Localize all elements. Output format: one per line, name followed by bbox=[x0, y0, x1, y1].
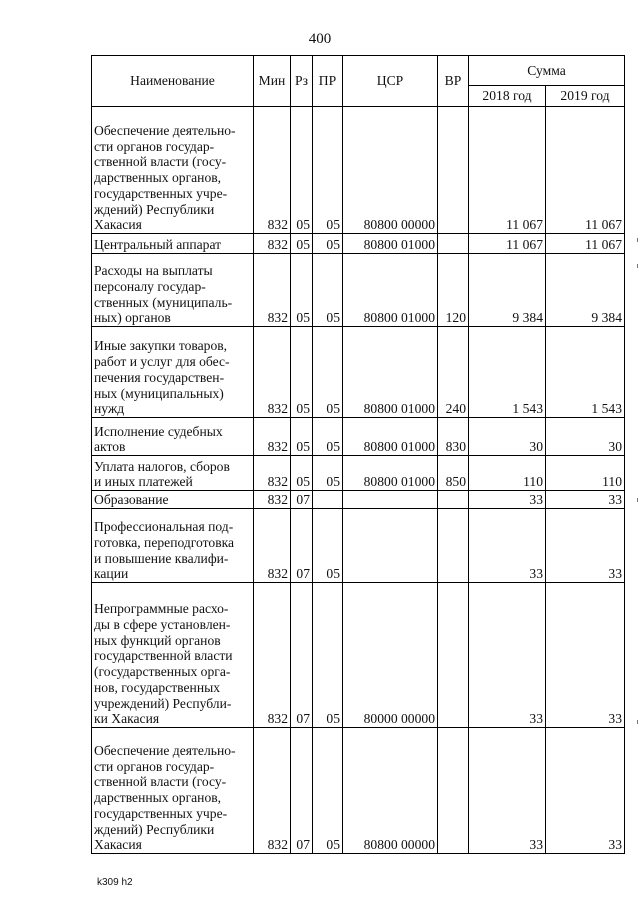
row-sum-2018: 11 067 bbox=[469, 234, 546, 254]
row-pr: 05 bbox=[313, 583, 343, 728]
row-sum-2018: 9 384 bbox=[469, 254, 546, 327]
row-pr: 05 bbox=[313, 254, 343, 327]
header-year-2019: 2019 год bbox=[546, 86, 625, 107]
row-min: 832 bbox=[254, 254, 291, 327]
row-sum-2019: 1 543 bbox=[546, 327, 625, 418]
row-min: 832 bbox=[254, 583, 291, 728]
table-row bbox=[92, 456, 625, 491]
table-row bbox=[92, 107, 625, 234]
row-vr bbox=[438, 509, 469, 583]
row-min: 832 bbox=[254, 234, 291, 254]
row-rz: 05 bbox=[291, 456, 313, 491]
row-vr bbox=[438, 234, 469, 254]
table-row bbox=[92, 491, 625, 509]
table-row bbox=[92, 327, 625, 418]
row-rz: 05 bbox=[291, 418, 313, 456]
row-pr bbox=[313, 491, 343, 509]
row-sum-2018: 110 bbox=[469, 456, 546, 491]
header-pr: ПР bbox=[313, 56, 343, 107]
scan-edge-mark bbox=[637, 238, 638, 242]
row-rz: 07 bbox=[291, 583, 313, 728]
header-min: Мин bbox=[254, 56, 291, 107]
row-vr bbox=[438, 491, 469, 509]
row-sum-2019: 33 bbox=[546, 491, 625, 509]
row-sum-2019: 9 384 bbox=[546, 254, 625, 327]
row-sum-2018: 11 067 bbox=[469, 107, 546, 234]
row-min: 832 bbox=[254, 728, 291, 854]
row-min: 832 bbox=[254, 107, 291, 234]
row-csr bbox=[343, 491, 438, 509]
row-sum-2018: 1 543 bbox=[469, 327, 546, 418]
scan-edge-mark bbox=[637, 264, 638, 268]
row-pr: 05 bbox=[313, 327, 343, 418]
row-sum-2019: 33 bbox=[546, 583, 625, 728]
scan-edge-mark bbox=[637, 498, 638, 502]
page-number: 400 bbox=[308, 31, 332, 47]
header-sum: Сумма bbox=[469, 56, 625, 86]
row-name: Обеспечение деятельно- сти органов государ- ственной власти (госу- дарственных органов, государственных учре- ждений) Республики Хакасия bbox=[92, 107, 254, 234]
row-vr bbox=[438, 728, 469, 854]
row-vr: 830 bbox=[438, 418, 469, 456]
row-rz: 05 bbox=[291, 327, 313, 418]
row-name: Уплата налогов, сборов и иных платежей bbox=[92, 456, 254, 491]
row-pr: 05 bbox=[313, 107, 343, 234]
row-csr: 80800 01000 bbox=[343, 254, 438, 327]
row-name: Центральный аппарат bbox=[92, 234, 254, 254]
row-name: Иные закупки товаров, работ и услуг для обес- печения государствен- ных (муниципальных) нужд bbox=[92, 327, 254, 418]
header-rz: Рз bbox=[291, 56, 313, 107]
row-rz: 05 bbox=[291, 254, 313, 327]
row-name: Непрограммные расхо- ды в сфере установлен- ных функций органов государственной власти (государственных орга- нов, государственных учреждений) Республи- ки Хакасия bbox=[92, 583, 254, 728]
row-sum-2018: 33 bbox=[469, 491, 546, 509]
row-csr: 80800 01000 bbox=[343, 327, 438, 418]
row-min: 832 bbox=[254, 509, 291, 583]
header-vr: ВР bbox=[438, 56, 469, 107]
row-sum-2019: 11 067 bbox=[546, 234, 625, 254]
row-name: Образование bbox=[92, 491, 254, 509]
row-csr: 80800 01000 bbox=[343, 234, 438, 254]
row-min: 832 bbox=[254, 327, 291, 418]
row-pr: 05 bbox=[313, 456, 343, 491]
row-min: 832 bbox=[254, 418, 291, 456]
row-vr: 120 bbox=[438, 254, 469, 327]
table-row bbox=[92, 728, 625, 854]
row-sum-2018: 33 bbox=[469, 509, 546, 583]
row-vr bbox=[438, 107, 469, 234]
row-name: Профессиональная под- готовка, переподготовка и повышение квалифи- кации bbox=[92, 509, 254, 583]
row-csr: 80800 00000 bbox=[343, 728, 438, 854]
row-vr: 850 bbox=[438, 456, 469, 491]
row-sum-2019: 33 bbox=[546, 728, 625, 854]
row-csr: 80800 01000 bbox=[343, 418, 438, 456]
row-min: 832 bbox=[254, 491, 291, 509]
row-sum-2018: 33 bbox=[469, 728, 546, 854]
header-year-2018: 2018 год bbox=[469, 86, 546, 107]
row-rz: 07 bbox=[291, 509, 313, 583]
row-sum-2018: 33 bbox=[469, 583, 546, 728]
scan-edge-mark bbox=[637, 720, 638, 724]
row-vr: 240 bbox=[438, 327, 469, 418]
row-min: 832 bbox=[254, 456, 291, 491]
row-csr bbox=[343, 509, 438, 583]
row-name: Расходы на выплаты персоналу государ- ственных (муниципаль- ных) органов bbox=[92, 254, 254, 327]
row-name: Обеспечение деятельно- сти органов государ- ственной власти (госу- дарственных органов, государственных учре- ждений) Республики Хакасия bbox=[92, 728, 254, 854]
row-rz: 05 bbox=[291, 107, 313, 234]
table-row bbox=[92, 583, 625, 728]
budget-table bbox=[91, 55, 625, 854]
row-sum-2019: 33 bbox=[546, 509, 625, 583]
header-name: Наименование bbox=[92, 56, 254, 107]
row-vr bbox=[438, 583, 469, 728]
row-sum-2019: 110 bbox=[546, 456, 625, 491]
row-csr: 80800 01000 bbox=[343, 456, 438, 491]
row-pr: 05 bbox=[313, 509, 343, 583]
row-rz: 07 bbox=[291, 728, 313, 854]
row-pr: 05 bbox=[313, 234, 343, 254]
table-row bbox=[92, 254, 625, 327]
table-row bbox=[92, 234, 625, 254]
header-csr: ЦСР bbox=[343, 56, 438, 107]
table-row bbox=[92, 418, 625, 456]
row-pr: 05 bbox=[313, 418, 343, 456]
row-csr: 80000 00000 bbox=[343, 583, 438, 728]
row-rz: 07 bbox=[291, 491, 313, 509]
row-pr: 05 bbox=[313, 728, 343, 854]
row-sum-2018: 30 bbox=[469, 418, 546, 456]
footer-code: k309 h2 bbox=[97, 877, 133, 888]
row-sum-2019: 30 bbox=[546, 418, 625, 456]
row-sum-2019: 11 067 bbox=[546, 107, 625, 234]
table-row bbox=[92, 509, 625, 583]
row-csr: 80800 00000 bbox=[343, 107, 438, 234]
row-name: Исполнение судебных актов bbox=[92, 418, 254, 456]
row-rz: 05 bbox=[291, 234, 313, 254]
